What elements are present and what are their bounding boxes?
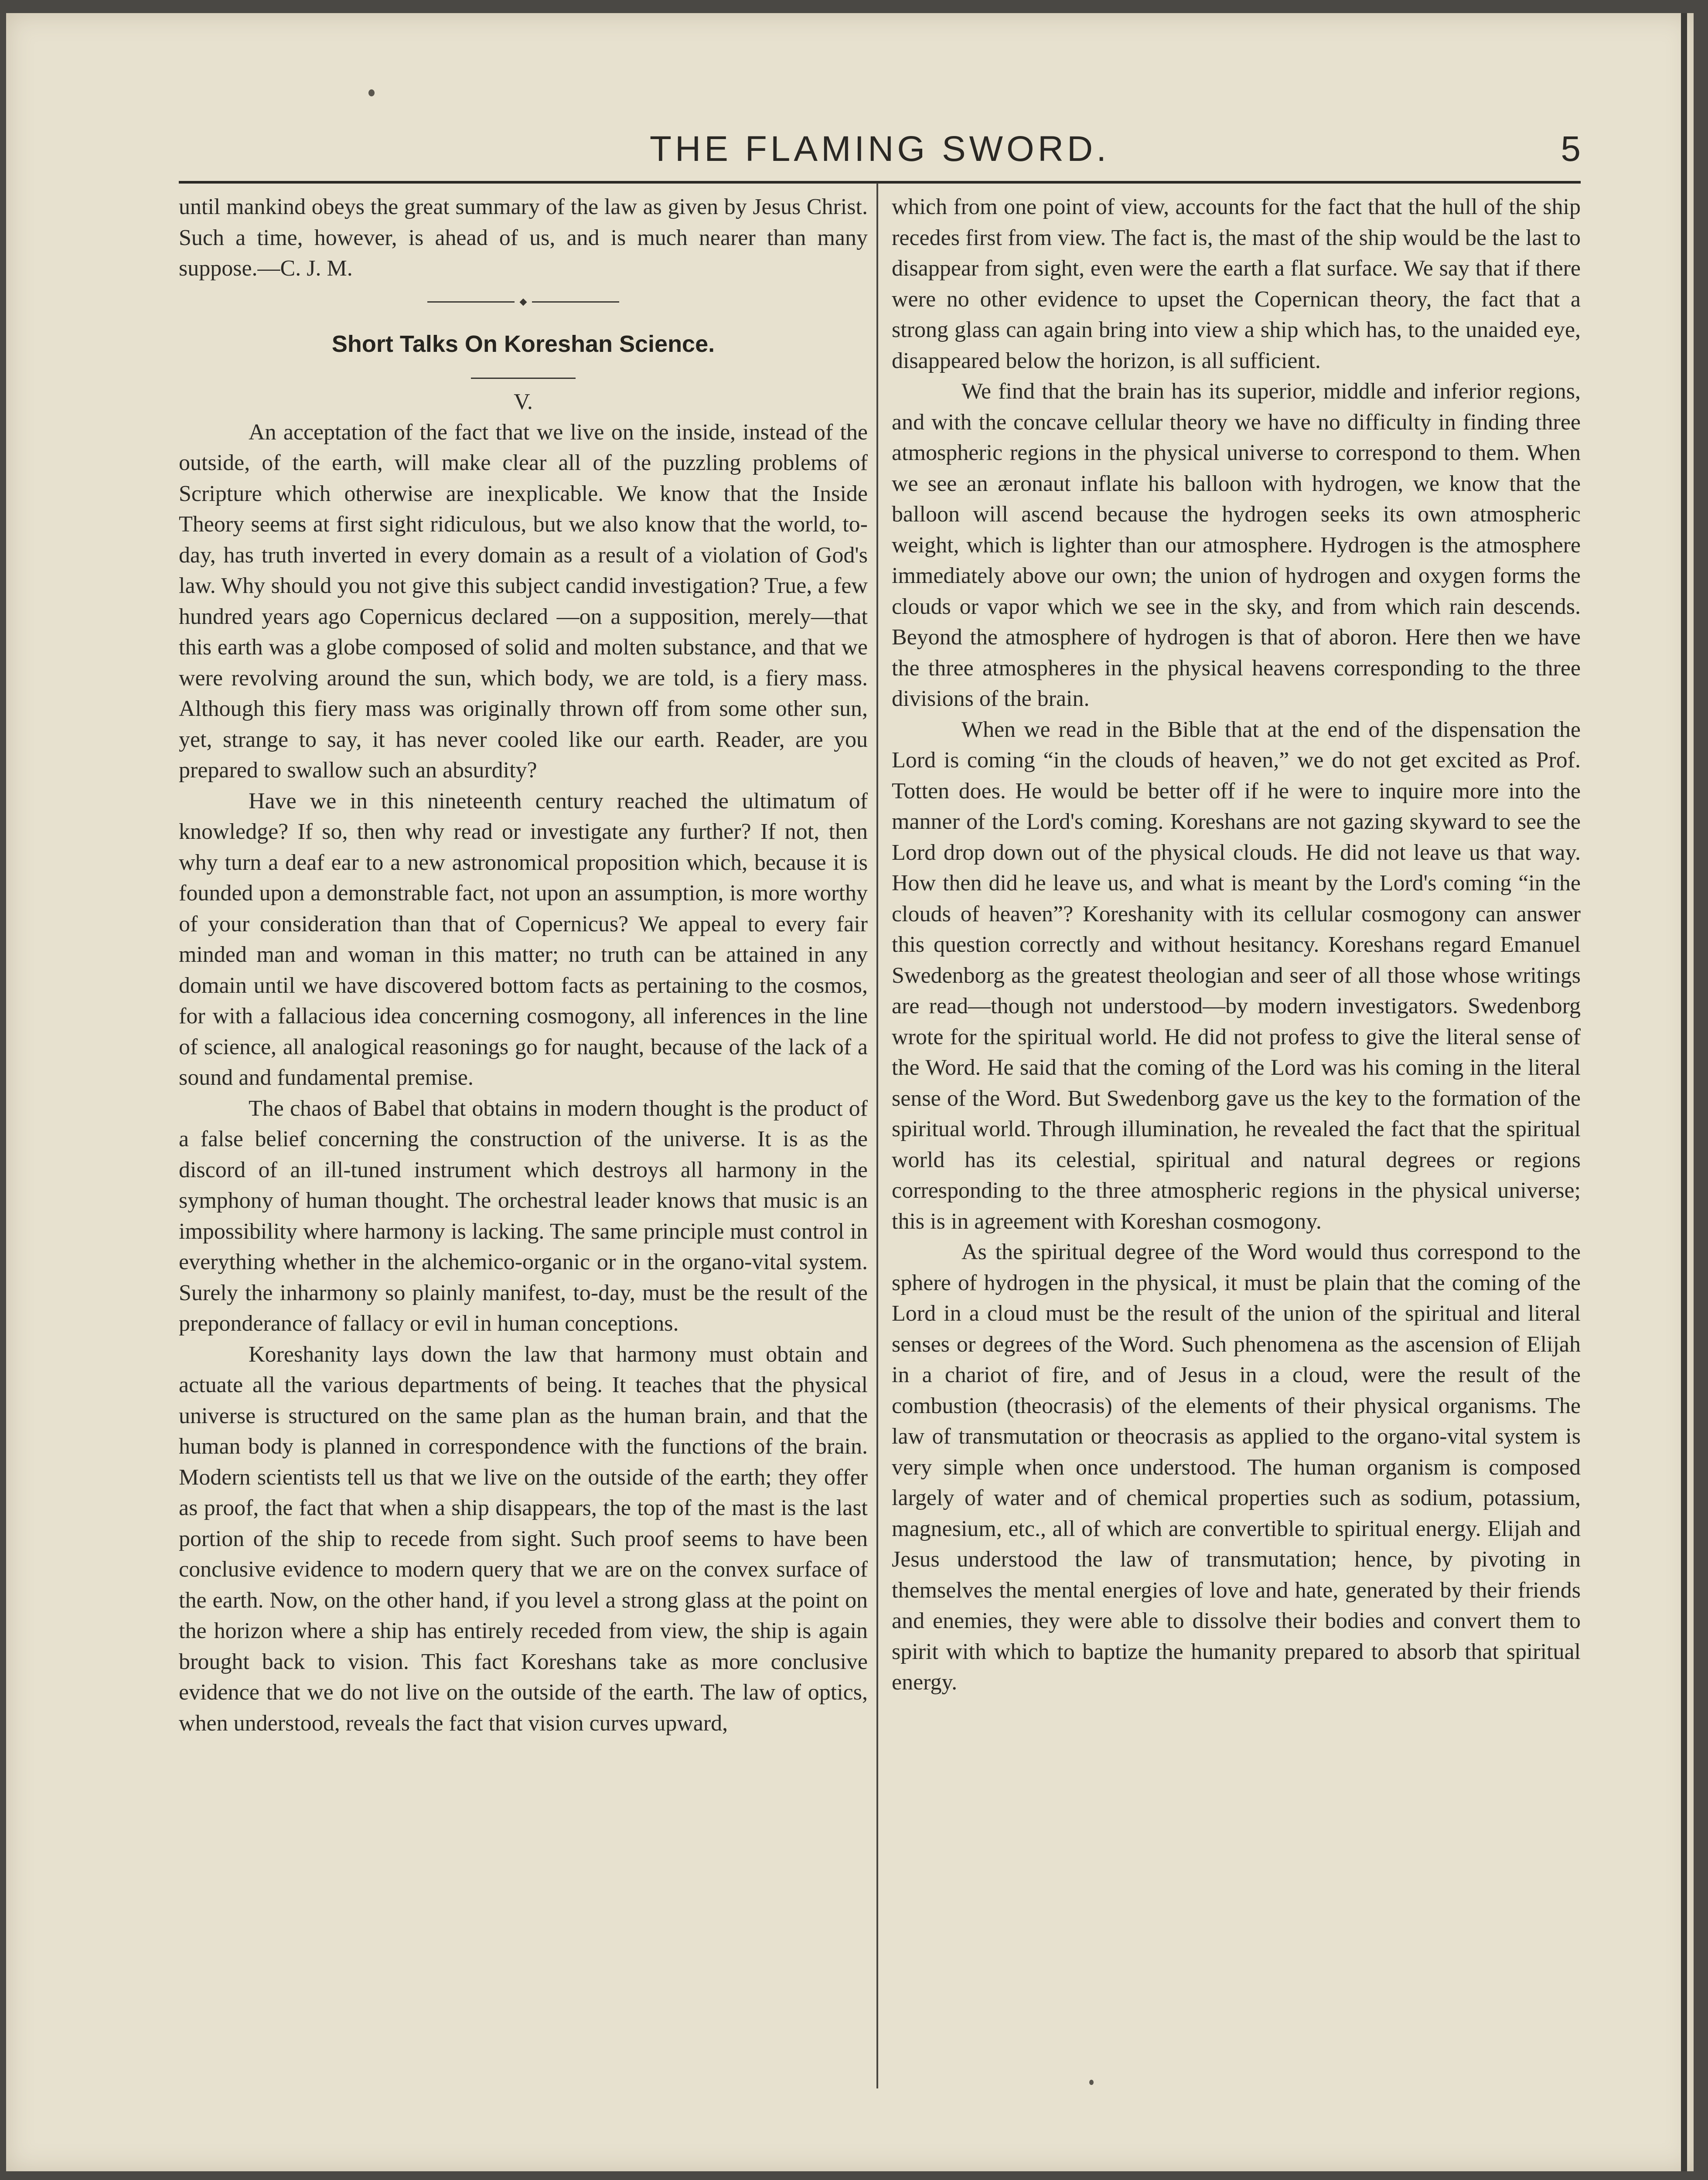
paragraph: which from one point of view, accounts for the fact that the hull of the ship recedes first from view. The fact is, the mast of the ship would be the last to disappear from sight, even were the earth a flat surface. We say that if there were no other evidence to upset the Copernican theory, the fact that a strong glass can again bring into view a ship which has, to the unaided eye, disappeared below the horizon, is all sufficient. (892, 194, 1581, 373)
speck (368, 89, 375, 96)
paragraph: Koreshanity lays down the law that harmony must obtain and actuate all the various departments of being. It teaches that the physical universe is structured on the same plan as the human brain, and that the human body is planned in correspondence with the functions of the brain. Modern scientists tell us that we live on the outside of the earth; they offer as proof, the fact that when a ship disappears, the top of the mast is the last portion of the ship to recede from sight. Such proof seems to have been conclusive evidence to modern query that we are on the convex surface of the earth. Now, on the other hand, if you level a strong glass at the point on the horizon where a ship has entirely receded from view, the ship is again brought back to vision. This fact Koreshans take as more conclusive evidence that we do not live on the outside of the earth. The law of optics, when understood, reveals the fact that vision curves upward, (179, 1342, 868, 1736)
paragraph: We find that the brain has its superior, middle and inferior regions, and with the concave cellular theory we have no difficulty in finding three atmospheric regions in the physical universe to correspond to them. When we see an æronaut inflate his balloon with hydrogen, we know that the balloon will ascend because the hydrogen seeks its own atmospheric weight, which is lighter than our atmosphere. Hydrogen is the atmosphere immediately above our own; the union of hydrogen and oxygen forms the clouds or vapor which we see in the sky, and from which rain descends. Beyond the atmosphere of hydrogen is that of aboron. Here then we have the three atmospheres in the physical heavens corresponding to the three divisions of the brain. (892, 379, 1581, 711)
short-rule (471, 378, 576, 379)
paragraph: As the spiritual degree of the Word would thus correspond to the sphere of hydrogen in the physical, it must be plain that the coming of the Lord in a cloud must be the result of the union of the spiritual and literal senses or degrees of the Word. Such phenomena as the ascension of Elijah in a chariot of fire, and of Jesus in a cloud, were the result of the combustion (theocrasis) of the elements of their physical organisms. The law of transmutation or theocrasis as applied to the organo-vital system is very simple when once understood. The human organism is composed largely of water and of chemical properties such as sodium, potassium, magnesium, etc., all of which are convertible to spiritual energy. Elijah and Jesus understood the law of transmutation; hence, by pivoting in themselves the mental energies of love and hate, generated by their friends and enemies, they were able to dissolve their bodies and convert them to spirit with which to baptize the humanity prepared to absorb that spiritual energy. (892, 1240, 1581, 1695)
paragraph: When we read in the Bible that at the end of the dispensation the Lord is coming “in the clouds of heaven,” we do not get excited as Prof. Totten does. He would be better off if he were to inquire more into the manner of the Lord's coming. Koreshans are not gazing skyward to see the Lord drop down out of the physical clouds. He did not leave us that way. How then did he leave us, and what is meant by the Lord's coming “in the clouds of heaven”? Koreshanity with its cellular cosmogony can answer this question correctly and without hesitancy. Koreshans regard Emanuel Swedenborg as the greatest theologian and seer of all those whose writings are read—though not understood—by modern investigators. Swedenborg wrote for the spiritual world. He did not profess to give the literal sense of the Word. He said that the coming of the Lord was his coming in the literal sense of the Word. But Swedenborg gave us the key to the formation of the spiritual world. Through illumination, he revealed the fact that the spiritual world has its celestial, spiritual and natural degrees or regions corresponding to the three atmospheric regions in the physical universe; this is in agreement with Koreshan cosmogony. (892, 717, 1581, 1234)
part-numeral: V. (514, 389, 533, 414)
paragraph: The chaos of Babel that obtains in modern thought is the product of a false belief concerning the construction of the universe. It is as the discord of an ill-tuned instrument which destroys all harmony in the symphony of human thought. The orchestral leader knows that music is an impossibility where harmony is lacking. The same principle must control in everything whether in the alchemico-organic or in the organo-vital system. Surely the inharmony so plainly manifest, to-day, must be the result of the preponderance of fallacy or evil in human conceptions. (179, 1096, 868, 1336)
section-ornament (179, 284, 868, 320)
left-column (179, 192, 868, 1739)
right-column (892, 192, 1581, 1698)
speck (1089, 2080, 1094, 2085)
paragraph: until mankind obeys the great summary of the law as given by Jesus Christ. Such a time, however, is ahead of us, and is much nearer than many suppose.—C. J. M. (179, 194, 868, 281)
running-header (179, 124, 1581, 184)
section-title: Short Talks On Koreshan Science. (331, 330, 715, 357)
page-number: 5 (1561, 129, 1581, 169)
paragraph: Have we in this nineteenth century reached the ultimatum of knowledge? If so, then why read or investigate any further? If not, then why turn a deaf ear to a new astronomical proposition which, because it is founded upon a demonstrable fact, not upon an assumption, is more worthy of your consideration than that of Copernicus? We appeal to every fair minded man and woman in this matter; no truth can be attained in any domain until we have discovered bottom facts as pertaining to the cosmos, for with a fallacious idea concerning cosmogony, all inferences in the line of science, all analogical reasonings go for naught, because of the lack of a sound and fundamental premise. (179, 788, 868, 1090)
column-divider (876, 183, 878, 2088)
paragraph: An acceptation of the fact that we live on the inside, instead of the outside, of the earth, will make clear all of the puzzling problems of Scripture which otherwise are inexplicable. We know that the Inside Theory seems at first sight ridiculous, but we also know that the world, to-day, has truth inverted in every domain as a result of a violation of God's law. Why should you not give this subject candid investigation? True, a few hundred years ago Copernicus declared —on a supposition, merely—that this earth was a globe composed of solid and molten substance, and that we were revolving around the sun, which body, we are told, is a fiery mass. Although this fiery mass was originally thrown off from some other sun, yet, strange to say, it has never cooled like our earth. Reader, are you prepared to swallow such an absurdity? (179, 419, 868, 783)
page-edge (1681, 13, 1687, 2171)
publication-title: THE FLAMING SWORD. (649, 129, 1110, 169)
